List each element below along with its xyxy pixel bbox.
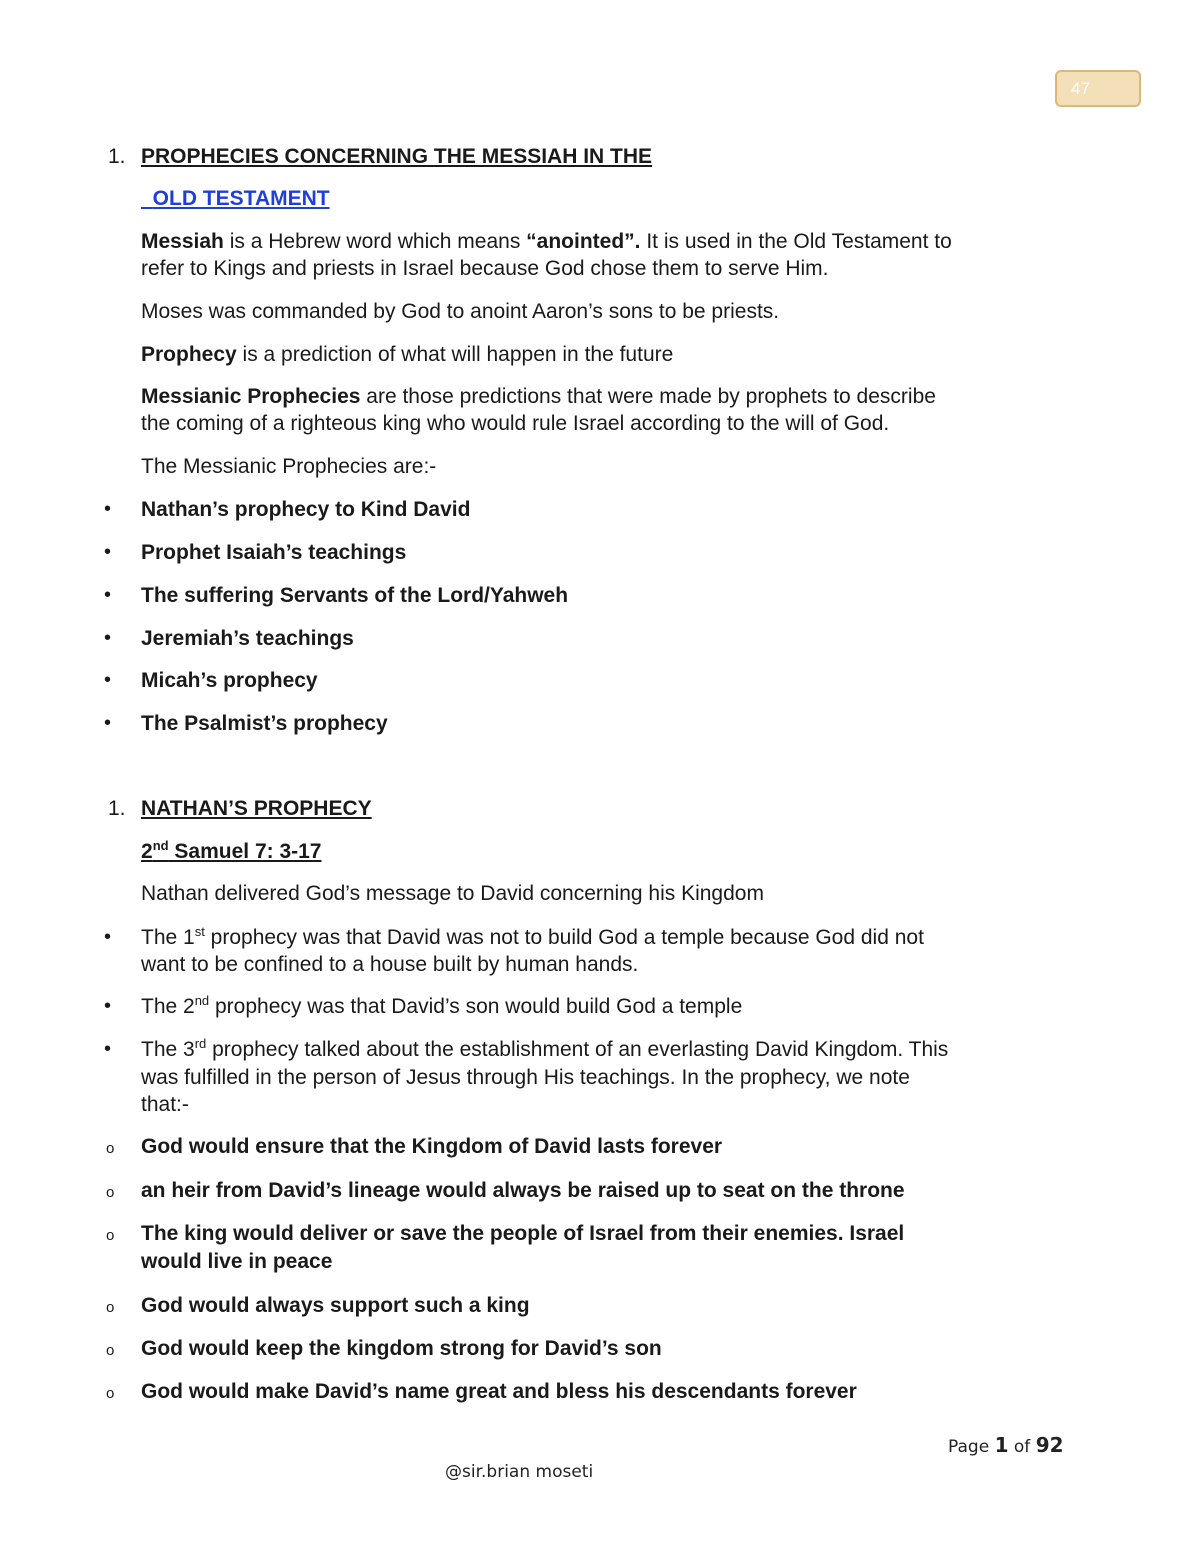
sub-item: The king would deliver or save the people of Israel from their enemies. Israel — [141, 1222, 905, 1245]
section-number: 1. — [108, 797, 126, 820]
bullet-icon: • — [104, 926, 112, 948]
list-item: The suffering Servants of the Lord/Yahweh — [141, 584, 569, 607]
sub-item: an heir from David’s lineage would always be raised up to seat on the throne — [141, 1179, 905, 1202]
sub-item: God would ensure that the Kingdom of David lasts forever — [141, 1135, 723, 1158]
badge-number: 47 — [1071, 79, 1090, 98]
list-item: Micah’s prophecy — [141, 669, 318, 692]
bullet-icon: • — [104, 584, 112, 606]
moses-paragraph: Moses was commanded by God to anoint Aaron’s sons to be priests. — [141, 300, 780, 323]
prophecy-point-cont: that:- — [141, 1093, 189, 1116]
sub-item: God would make David’s name great and bless his descendants forever — [141, 1380, 857, 1403]
messiah-definition-cont: refer to Kings and priests in Israel because God chose them to serve Him. — [141, 257, 829, 280]
circle-bullet-icon: o — [106, 1184, 115, 1201]
section-heading: NATHAN’S PROPHECY — [141, 797, 372, 820]
sub-item: God would always support such a king — [141, 1294, 530, 1317]
list-item: Nathan’s prophecy to Kind David — [141, 498, 471, 521]
sub-item-cont: would live in peace — [141, 1250, 333, 1273]
section-heading: PROPHECIES CONCERNING THE MESSIAH IN THE — [141, 145, 653, 168]
prophecy-point: The 2nd prophecy was that David’s son would build God a temple — [141, 993, 743, 1018]
prophecy-point: The 1st prophecy was that David was not to build God a temple because God did not — [141, 924, 924, 949]
section-number: 1. — [108, 145, 126, 168]
circle-bullet-icon: o — [106, 1342, 115, 1359]
prophecy-point-cont: was fulfilled in the person of Jesus through His teachings. In the prophecy, we note — [141, 1066, 910, 1089]
scripture-reference: 2nd Samuel 7: 3-17 — [141, 838, 322, 863]
messiah-definition: Messiah is a Hebrew word which means “anointed”. It is used in the Old Testament to — [141, 230, 952, 253]
page-number-badge — [1055, 70, 1141, 107]
prophecy-definition: Prophecy is a prediction of what will happen in the future — [141, 343, 674, 366]
bullet-icon: • — [104, 712, 112, 734]
messianic-definition-cont: the coming of a righteous king who would rule Israel according to the will of God. — [141, 412, 890, 435]
prophecy-point-cont: want to be confined to a house built by human hands. — [141, 953, 639, 976]
circle-bullet-icon: o — [106, 1385, 115, 1402]
list-intro: The Messianic Prophecies are:- — [141, 455, 437, 478]
messianic-definition: Messianic Prophecies are those predictions that were made by prophets to describe — [141, 385, 936, 408]
bullet-icon: • — [104, 541, 112, 563]
circle-bullet-icon: o — [106, 1227, 115, 1244]
nathan-intro: Nathan delivered God’s message to David concerning his Kingdom — [141, 882, 764, 905]
circle-bullet-icon: o — [106, 1140, 115, 1157]
circle-bullet-icon: o — [106, 1299, 115, 1316]
bullet-icon: • — [104, 1038, 112, 1060]
bullet-icon: • — [104, 627, 112, 649]
list-item: Prophet Isaiah’s teachings — [141, 541, 407, 564]
section-heading-link[interactable]: OLD TESTAMENT — [152, 187, 330, 210]
prophecy-point: The 3rd prophecy talked about the establishment of an everlasting David Kingdom. This — [141, 1036, 949, 1061]
list-item: The Psalmist’s prophecy — [141, 712, 388, 735]
bullet-icon: • — [104, 995, 112, 1017]
author-credit: @sir.brian moseti — [445, 1462, 594, 1482]
sub-item: God would keep the kingdom strong for David’s son — [141, 1337, 662, 1360]
page-counter: Page 1 of 92 — [948, 1433, 1064, 1457]
list-item: Jeremiah’s teachings — [141, 627, 354, 650]
bullet-icon: • — [104, 669, 112, 691]
bullet-icon: • — [104, 498, 112, 520]
